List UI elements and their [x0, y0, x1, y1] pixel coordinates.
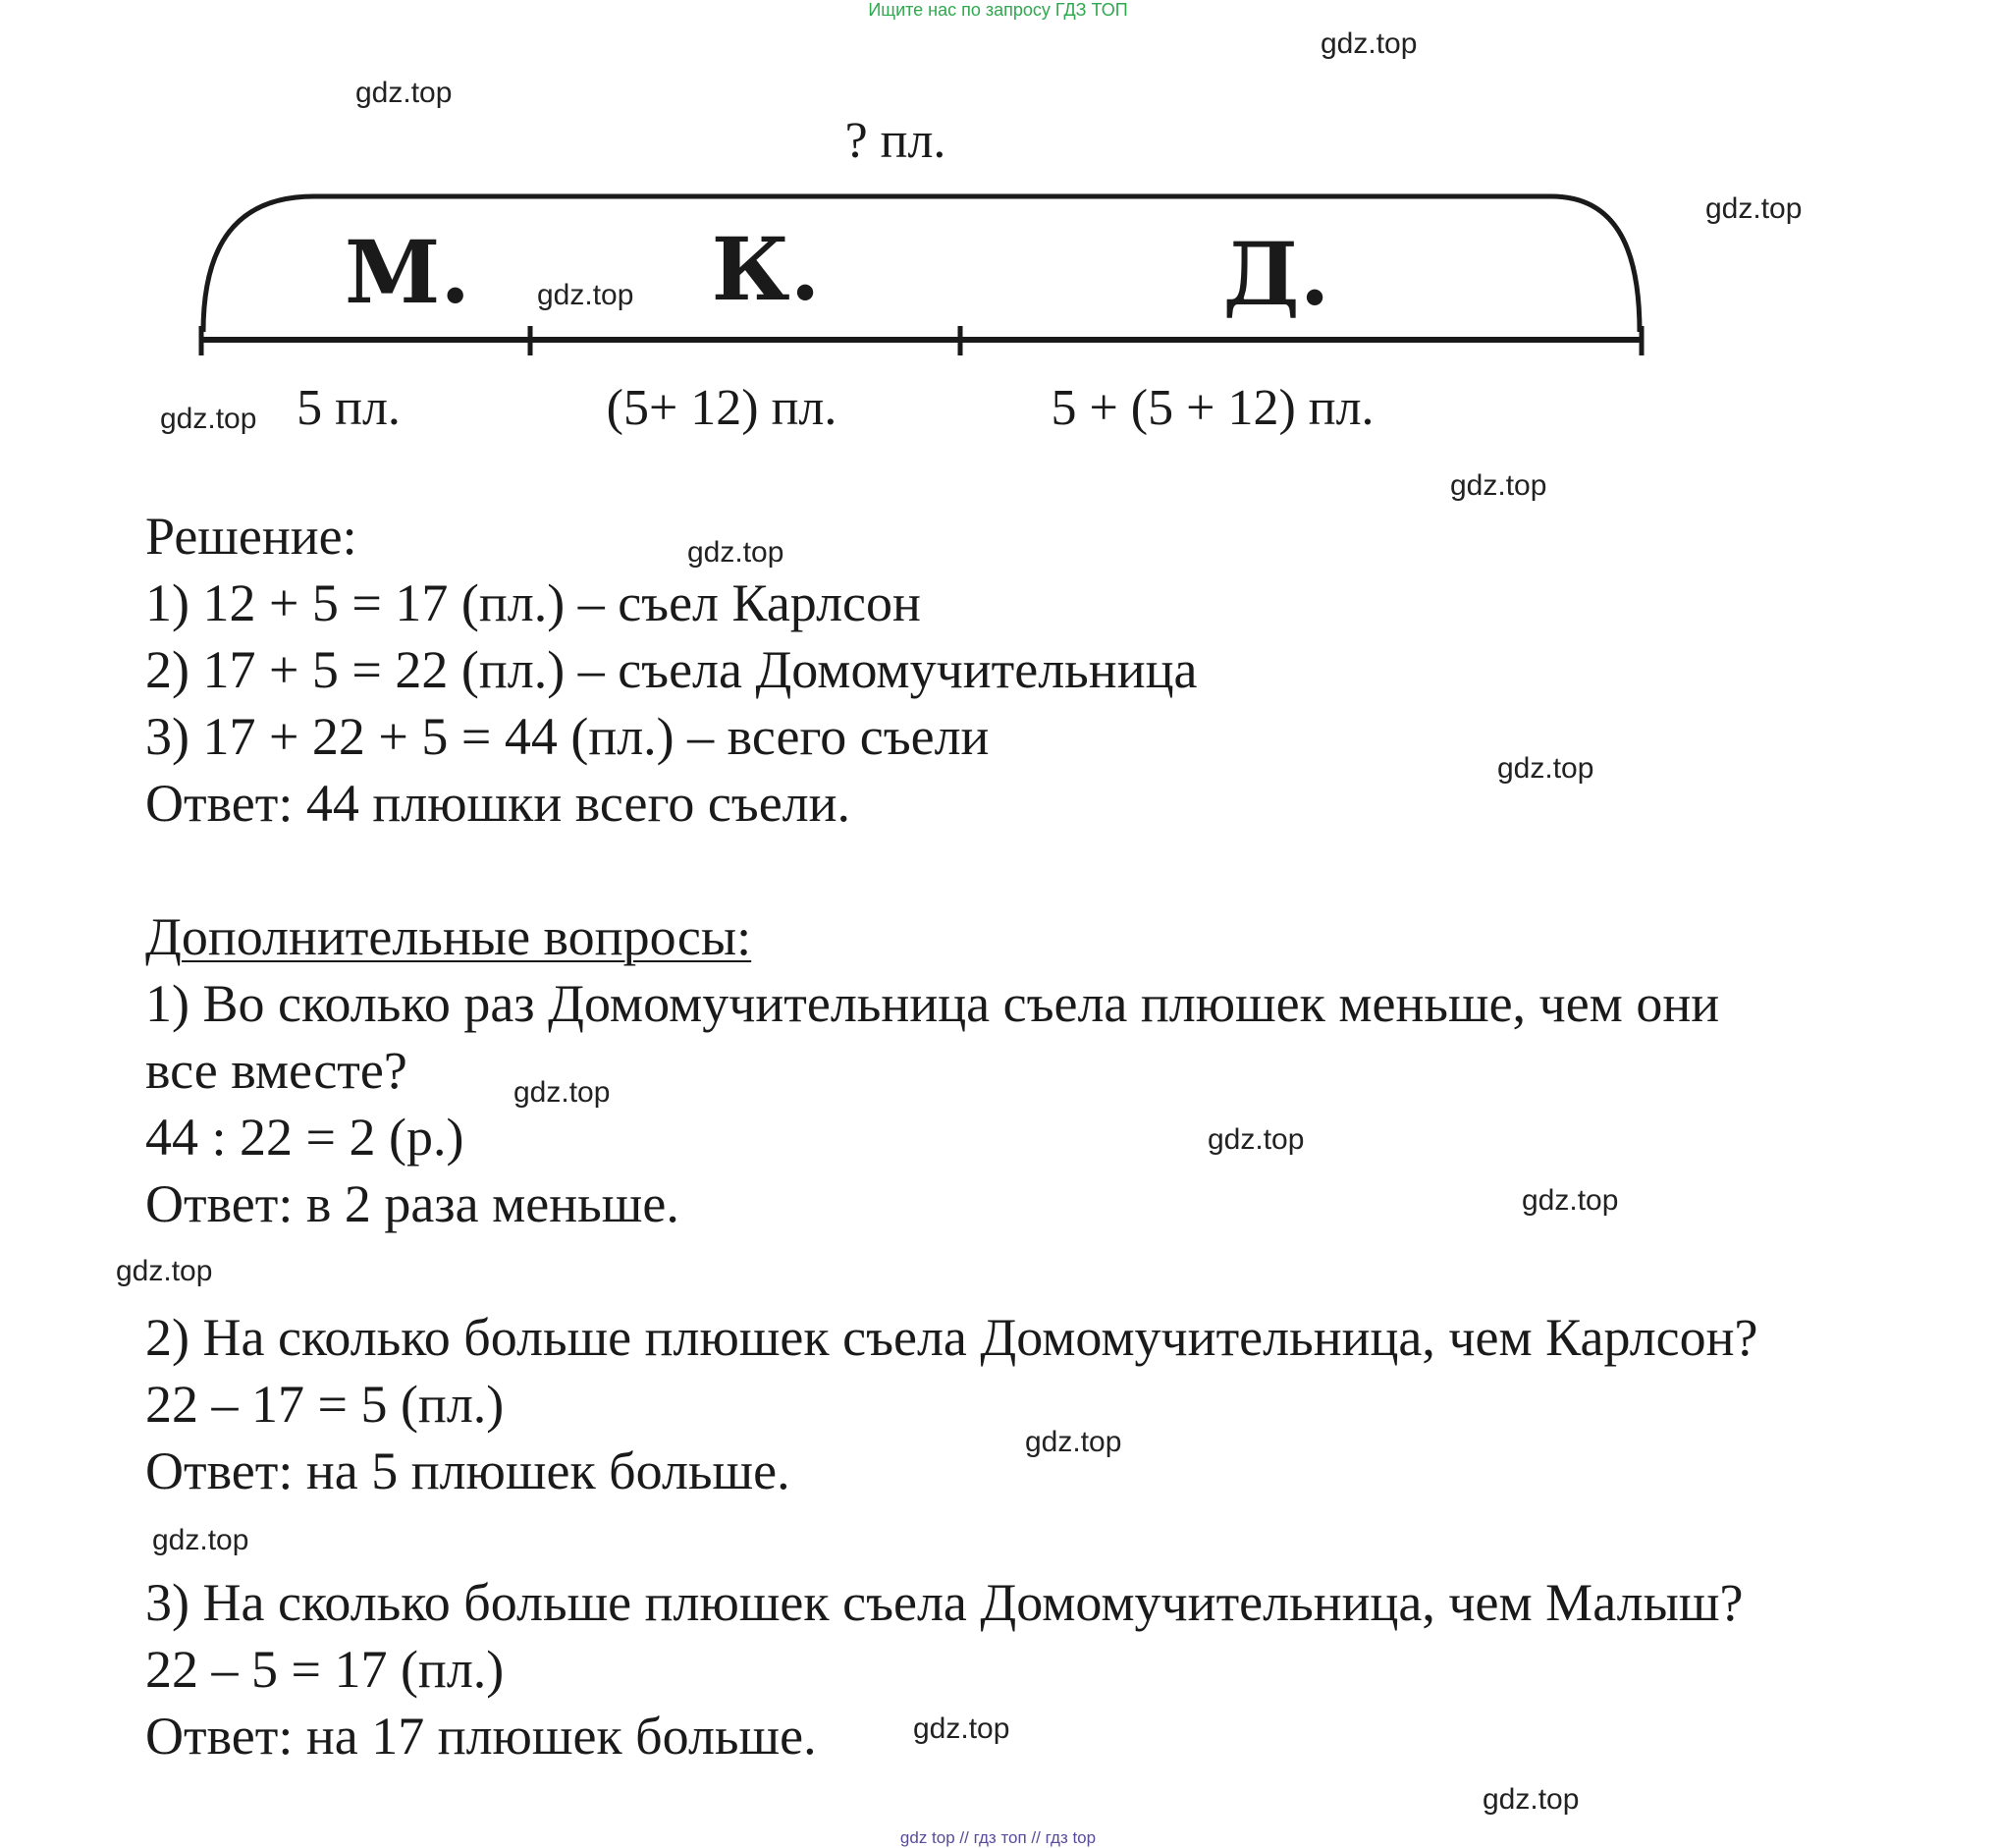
q1-question-line1: 1) Во сколько раз Домомучительница съела плюшек меньше, чем они [145, 974, 1720, 1033]
watermark: gdz.top [355, 77, 453, 109]
q3-calc: 22 – 5 = 17 (пл.) [145, 1640, 505, 1699]
segment-diagram [0, 0, 1996, 471]
segment-letter-d: Д. [1222, 223, 1330, 325]
q1-question-line2: все вместе? [145, 1041, 407, 1100]
watermark: gdz.top [1208, 1123, 1305, 1156]
extra-heading: Дополнительные вопросы: [145, 907, 752, 966]
total-label: ? пл. [844, 113, 946, 169]
watermark: gdz.top [1705, 192, 1803, 225]
q3-answer: Ответ: на 17 плюшек больше. [145, 1707, 817, 1766]
bottom-footer-links[interactable]: gdz top // гдз топ // гдз top [899, 1828, 1097, 1847]
watermark: gdz.top [913, 1712, 1010, 1745]
segment-label-m: 5 пл. [297, 380, 401, 436]
solution-step-3: 3) 17 + 22 + 5 = 44 (пл.) – всего съели [145, 707, 990, 766]
watermark: gdz.top [1483, 1783, 1580, 1816]
segment-label-d: 5 + (5 + 12) пл. [1051, 380, 1375, 436]
q1-calc: 44 : 22 = 2 (р.) [145, 1108, 464, 1167]
q3-question: 3) На сколько больше плюшек съела Домомучительница, чем Малыш? [145, 1573, 1744, 1632]
segment-letter-m: М. [344, 221, 471, 323]
segment-letter-k: К. [711, 218, 821, 320]
watermark: gdz.top [160, 403, 257, 435]
watermark: gdz.top [1025, 1426, 1122, 1458]
watermark: gdz.top [152, 1524, 249, 1556]
watermark: gdz.top [1450, 469, 1547, 502]
q2-answer: Ответ: на 5 плюшек больше. [145, 1441, 790, 1500]
watermark: gdz.top [1497, 752, 1594, 785]
solution-step-2: 2) 17 + 5 = 22 (пл.) – съела Домомучительница [145, 640, 1198, 699]
watermark: gdz.top [1522, 1184, 1619, 1217]
watermark: gdz.top [537, 279, 634, 311]
q1-answer: Ответ: в 2 раза меньше. [145, 1174, 679, 1233]
solution-heading: Решение: [145, 507, 357, 566]
q2-calc: 22 – 17 = 5 (пл.) [145, 1375, 505, 1434]
watermark: gdz.top [116, 1255, 213, 1287]
watermark: gdz.top [513, 1076, 611, 1109]
solution-step-1: 1) 12 + 5 = 17 (пл.) – съел Карлсон [145, 573, 921, 632]
watermark: gdz.top [1321, 27, 1418, 60]
top-search-link[interactable]: Ищите нас по запросу ГДЗ ТОП [868, 0, 1128, 20]
segment-label-k: (5+ 12) пл. [606, 380, 837, 436]
watermark: gdz.top [687, 536, 784, 569]
q2-question: 2) На сколько больше плюшек съела Домомучительница, чем Карлсон? [145, 1308, 1758, 1367]
solution-answer: Ответ: 44 плюшки всего съели. [145, 774, 851, 833]
